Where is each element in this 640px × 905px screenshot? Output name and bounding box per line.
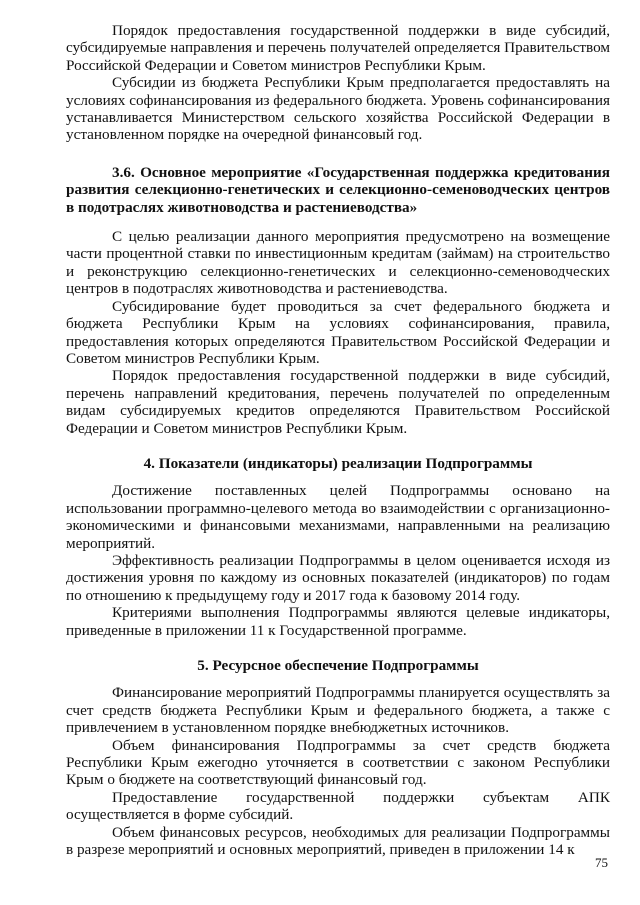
paragraph: Порядок предоставления государственной поддержки в виде субсидий, субсидируемые направления и перечень получателей определяется Правительством Российской Федерации и Советом министров Республики Крым. bbox=[66, 22, 610, 74]
paragraph: Критериями выполнения Подпрограммы являются целевые индикаторы, приведенные в приложении 11 к Государственной программе. bbox=[66, 604, 610, 639]
page-number: 75 bbox=[595, 855, 608, 870]
paragraph: Объем финансирования Подпрограммы за счет средств бюджета Республики Крым ежегодно уточняется в соответствии с законом Республики Крым о бюджете на соответствующий финансовый год. bbox=[66, 736, 610, 789]
paragraph: Предоставление государственной поддержки субъектам АПК осуществляется в форме субсидий. bbox=[66, 788, 610, 824]
paragraph: Эффективность реализации Подпрограммы в целом оценивается исходя из достижения уровня по каждому из основных показателей (индикаторов) по годам по отношению к предыдущему году и 2017 года к базовому 2014 году. bbox=[66, 551, 610, 604]
paragraph: Порядок предоставления государственной поддержки в виде субсидий, перечень направлений кредитования, перечень получателей по определенным видам субсидируемых кредитов определяются Правительством Российской Федерации и Советом министров Республики Крым. bbox=[66, 367, 610, 437]
paragraph: Финансирование мероприятий Подпрограммы планируется осуществлять за счет средств бюджета Республики Крым и федерального бюджета, а также с привлечением в установленном порядке внебюджетных источников. bbox=[66, 684, 610, 737]
section-heading-5: 5. Ресурсное обеспечение Подпрограммы bbox=[197, 657, 479, 674]
paragraph: Субсидии из бюджета Республики Крым предполагается предоставлять на условиях софинансирования из федерального бюджета. Уровень софинансирования устанавливается Министерством сельского хозяйства Российской Федерации в установленном порядке на очередной финансовый год. bbox=[66, 74, 610, 144]
section-heading-3-6: 3.6. Основное мероприятие «Государственная поддержка кредитования развития селекционно-генетических и селекционно-семеноводческих центров в подотраслях животноводства и растениеводства» bbox=[66, 163, 610, 216]
section-heading-4: 4. Показатели (индикаторы) реализации Подпрограммы bbox=[143, 454, 533, 472]
paragraph: С целью реализации данного мероприятия предусмотрено на возмещение части процентной ставки по инвестиционным кредитам (займам) на строительство и реконструкцию селекционно-генетических и селекционно-семеноводческих центров в подотраслях животноводства и растениеводства. bbox=[66, 228, 610, 298]
paragraph: Субсидирование будет проводиться за счет федерального бюджета и бюджета Республики Крым на условиях софинансирования, правила, предоставления которых определяются Правительством Российской Федерации и Советом министров Республики Крым. bbox=[66, 297, 610, 367]
paragraph: Объем финансовых ресурсов, необходимых для реализации Подпрограммы в разрезе мероприятий и основных мероприятий, приведен в приложении 14 к bbox=[66, 823, 610, 859]
paragraph: Достижение поставленных целей Подпрограммы основано на использовании программно-целевого метода во взаимодействии с организационно-экономическими и финансовыми механизмами, направленными на реализацию мероприятий. bbox=[66, 482, 610, 552]
